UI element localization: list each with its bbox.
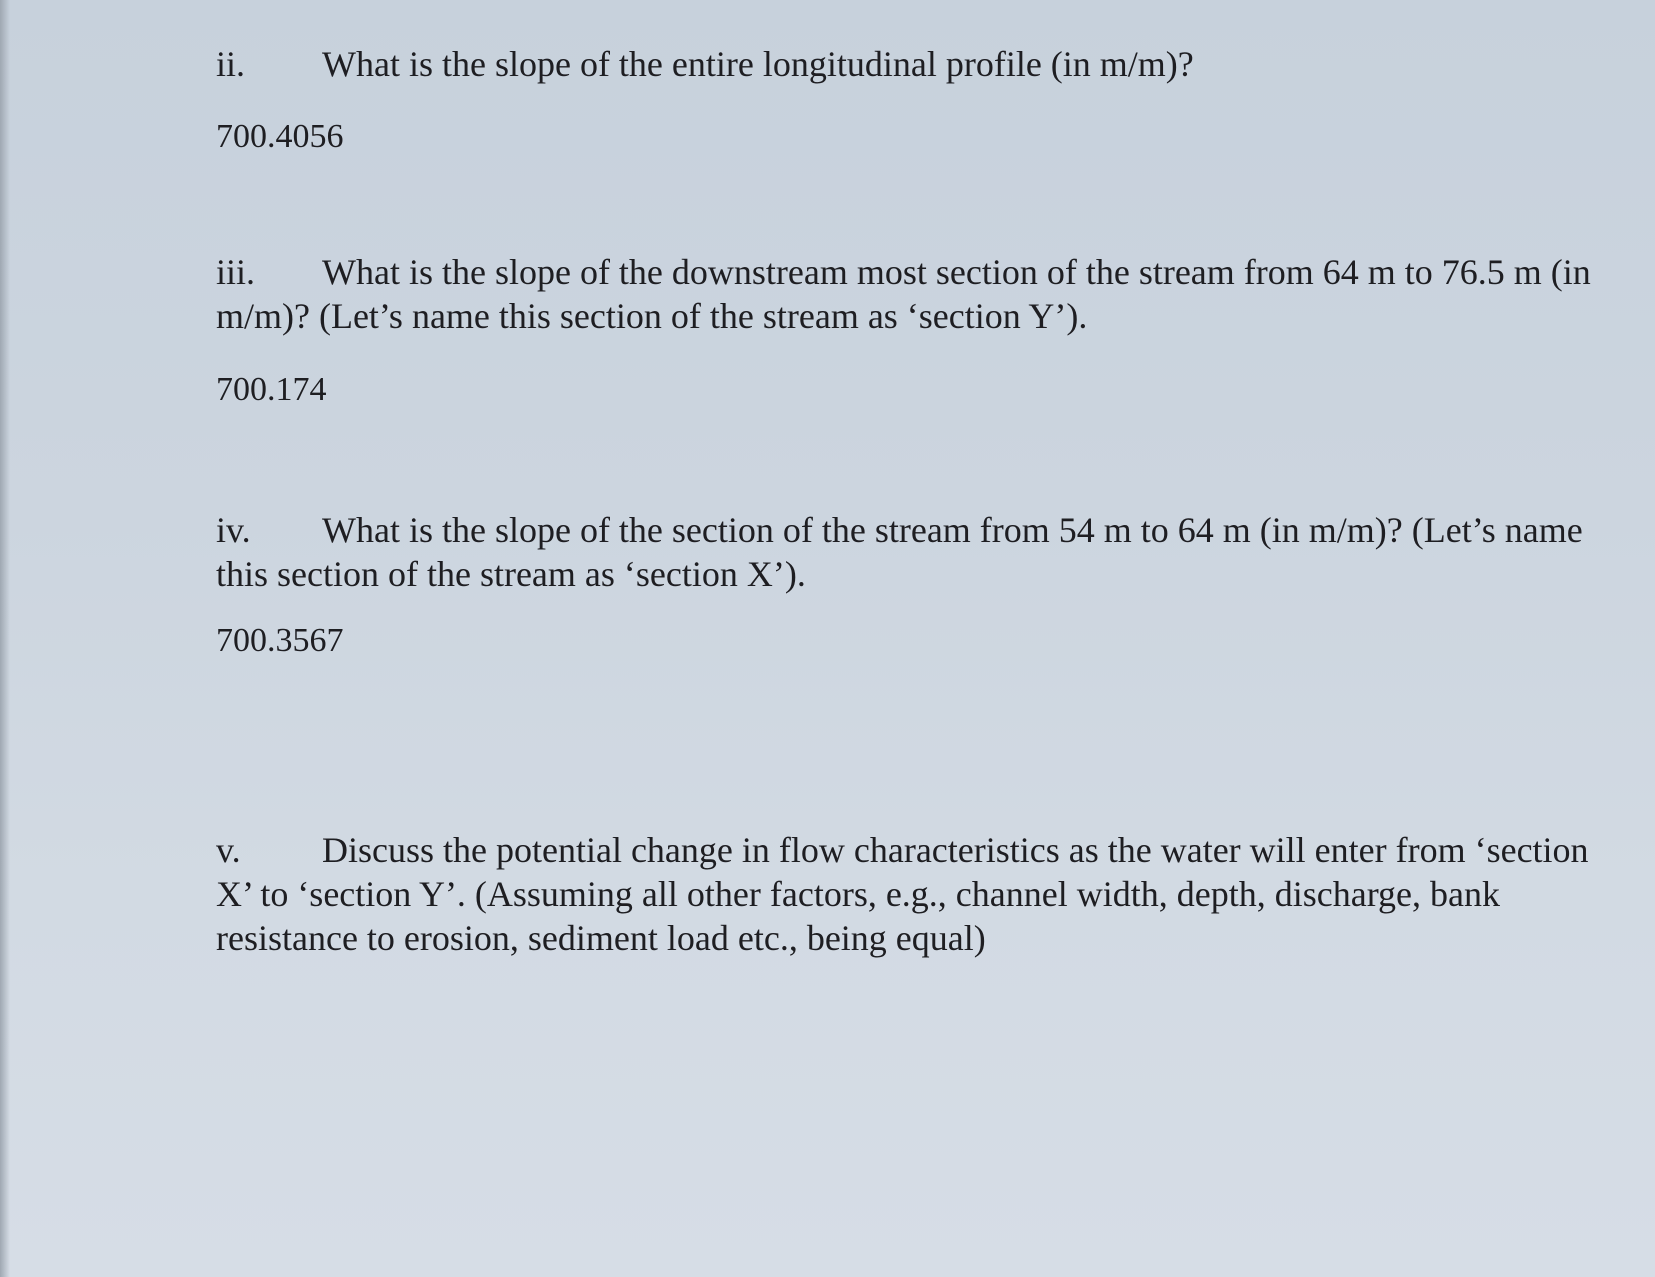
screen-edge-shadow [0, 0, 10, 1277]
question-iv [216, 508, 1616, 596]
question-numeral: iv. [216, 510, 251, 550]
question-numeral: iii. [216, 252, 256, 292]
question-ii [216, 42, 1616, 86]
question-text: What is the slope of the section of the stream from 54 m to 64 m (in m/m)? (Let’s name this section of the stream as ‘section X’). [216, 510, 1583, 594]
answer-iv: 700.3567 [216, 622, 344, 659]
question-iii [216, 250, 1616, 338]
question-numeral: v. [216, 830, 241, 870]
question-numeral: ii. [216, 44, 246, 84]
question-text: What is the slope of the entire longitudinal profile (in m/m)? [322, 44, 1194, 84]
question-text: What is the slope of the downstream most section of the stream from 64 m to 76.5 m (in m/m)? (Let’s name this section of the stream as ‘section Y’). [216, 252, 1591, 336]
question-v [216, 828, 1616, 960]
answer-iii: 700.174 [216, 371, 327, 408]
answer-ii: 700.4056 [216, 118, 344, 155]
question-text: Discuss the potential change in flow characteristics as the water will enter from ‘section X’ to ‘section Y’. (Assuming all other factors, e.g., channel width, depth, discharge, bank resistance to erosion, sediment load etc., being equal) [216, 830, 1589, 958]
